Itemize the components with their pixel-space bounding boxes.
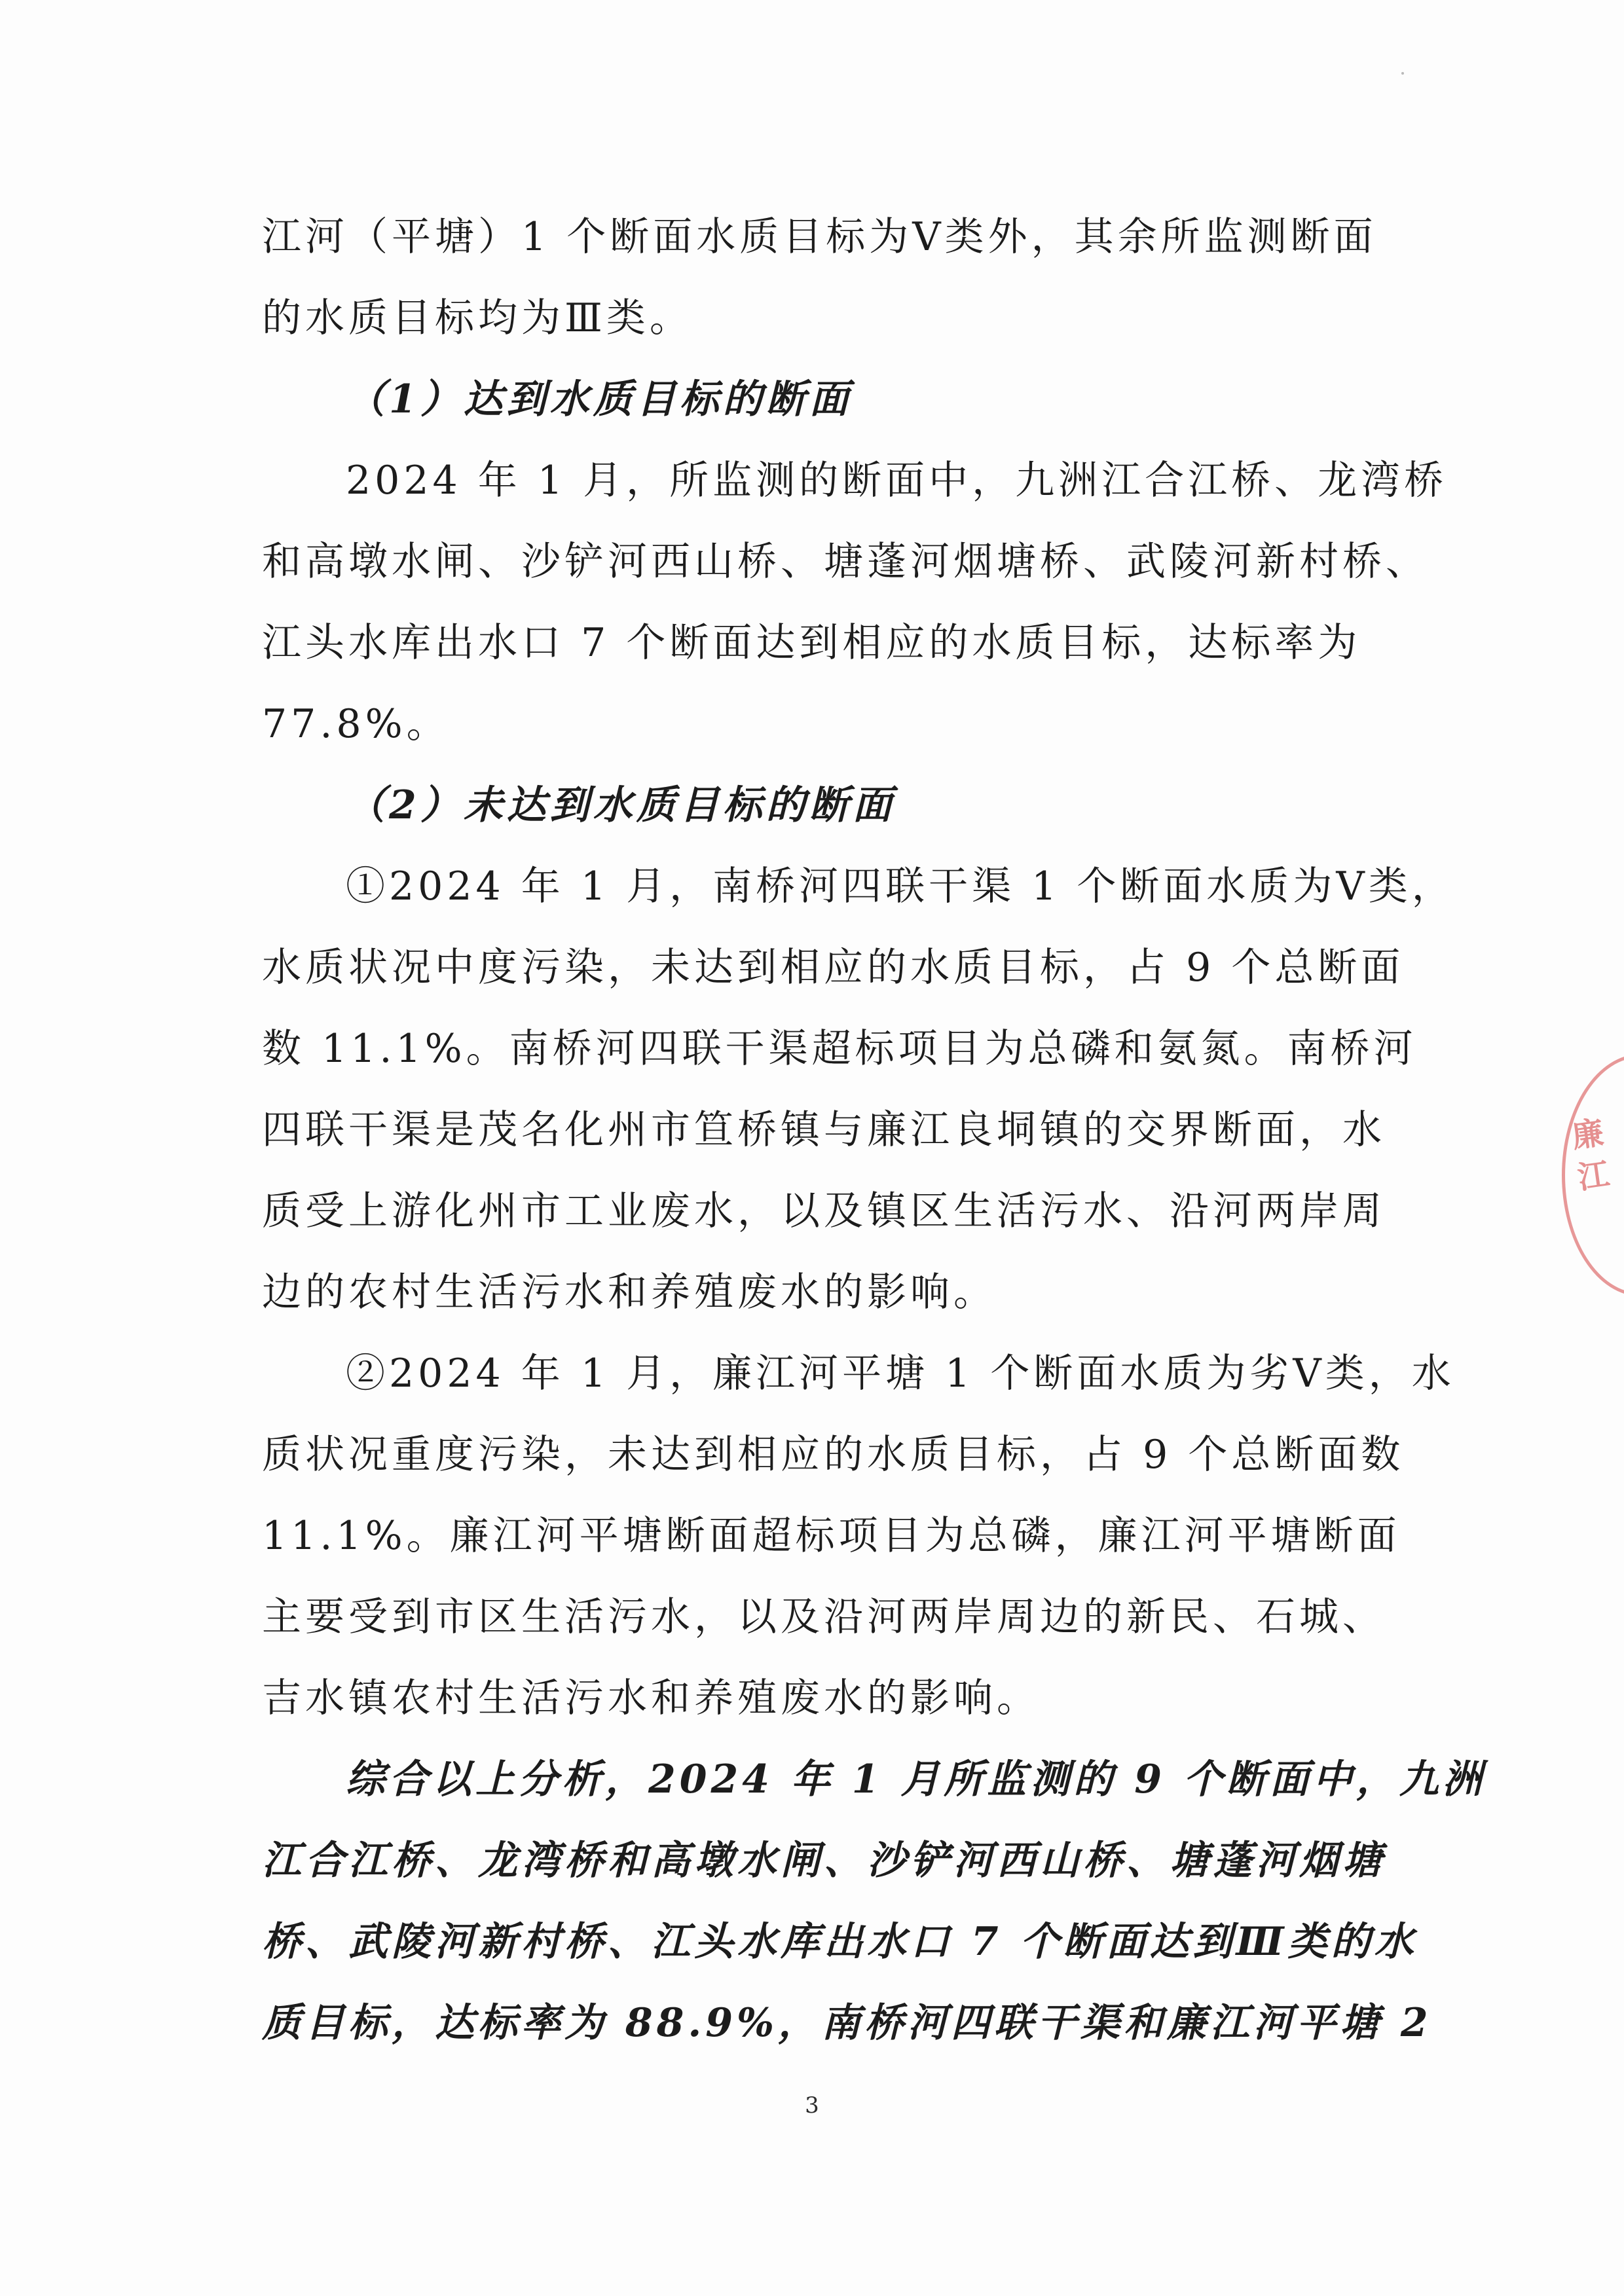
body-line: 四联干渠是茂名化州市笪桥镇与廉江良垌镇的交界断面，水 bbox=[262, 1107, 1386, 1153]
body-line: 数 11.1%。南桥河四联干渠超标项目为总磷和氨氮。南桥河 bbox=[262, 1026, 1417, 1072]
summary-line: 综合以上分析，2024 年 1 月所监测的 9 个断面中，九洲 bbox=[346, 1757, 1486, 1802]
section-heading-1: （1）达到水质目标的断面 bbox=[346, 376, 853, 422]
body-line: 质受上游化州市工业废水，以及镇区生活污水、沿河两岸周 bbox=[262, 1188, 1386, 1234]
summary-line: 质目标，达标率为 88.9%，南桥河四联干渠和廉江河平塘 2 bbox=[262, 2000, 1432, 2046]
body-line: 的水质目标均为Ⅲ类。 bbox=[262, 295, 693, 341]
scan-speck bbox=[1401, 72, 1404, 75]
body-line: 主要受到市区生活污水，以及沿河两岸周边的新民、石城、 bbox=[262, 1594, 1386, 1640]
body-line: 江头水库出水口 7 个断面达到相应的水质目标，达标率为 bbox=[262, 620, 1361, 666]
official-seal-text: 廉江 bbox=[1569, 1114, 1612, 1197]
body-line: 77.8%。 bbox=[262, 701, 450, 747]
summary-line: 桥、武陵河新村桥、江头水库出水口 7 个断面达到Ⅲ类的水 bbox=[262, 1919, 1418, 1965]
body-line: 11.1%。廉江河平塘断面超标项目为总磷，廉江河平塘断面 bbox=[262, 1513, 1401, 1559]
body-line: 质状况重度污染，未达到相应的水质目标，占 9 个总断面数 bbox=[262, 1432, 1405, 1478]
body-line: 吉水镇农村生活污水和养殖废水的影响。 bbox=[262, 1675, 1040, 1721]
summary-line: 江合江桥、龙湾桥和高墩水闸、沙铲河西山桥、塘蓬河烟塘 bbox=[262, 1838, 1386, 1884]
section-heading-2: （2）未达到水质目标的断面 bbox=[346, 782, 896, 828]
body-line: 水质状况中度污染，未达到相应的水质目标，占 9 个总断面 bbox=[262, 945, 1405, 991]
body-line: 和高墩水闸、沙铲河西山桥、塘蓬河烟塘桥、武陵河新村桥、 bbox=[262, 539, 1429, 585]
body-line: 边的农村生活污水和养殖废水的影响。 bbox=[262, 1269, 997, 1315]
page-number: 3 bbox=[805, 2092, 819, 2119]
body-line: ①2024 年 1 月，南桥河四联干渠 1 个断面水质为Ⅴ类， bbox=[346, 864, 1455, 909]
body-line: 2024 年 1 月，所监测的断面中，九洲江合江桥、龙湾桥 bbox=[346, 458, 1448, 503]
body-line: ②2024 年 1 月，廉江河平塘 1 个断面水质为劣Ⅴ类，水 bbox=[346, 1351, 1455, 1396]
document-body bbox=[262, 196, 1486, 2064]
body-line: 江河（平塘）1 个断面水质目标为Ⅴ类外，其余所监测断面 bbox=[262, 214, 1377, 260]
